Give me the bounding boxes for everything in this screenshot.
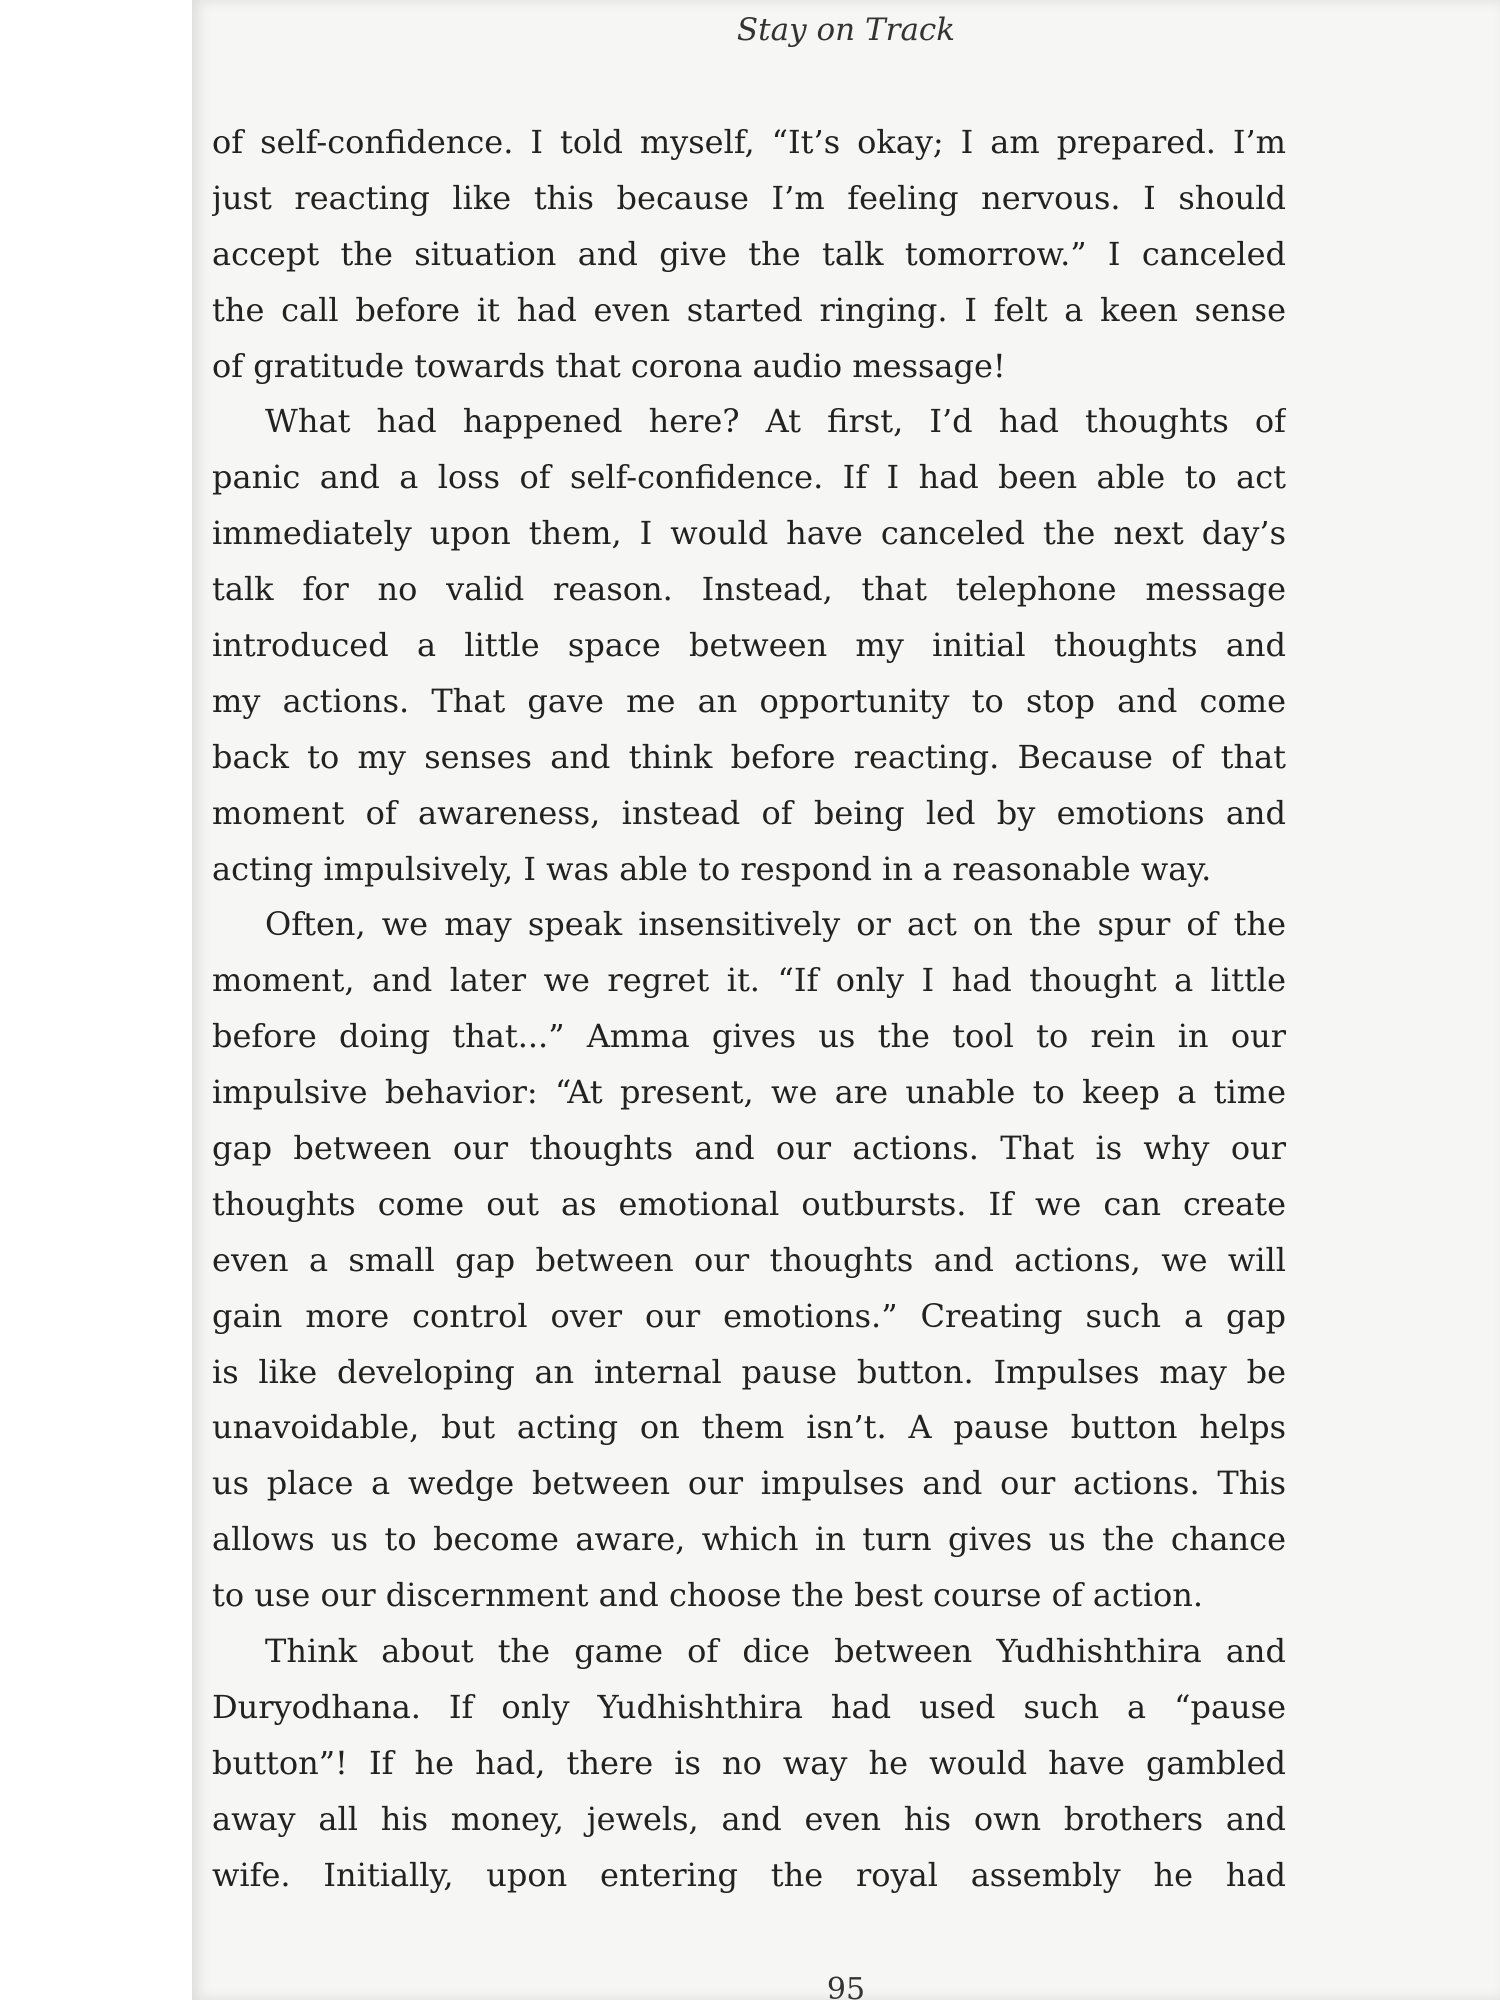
- text-line: gap between our thoughts and our actions. That is why our: [212, 1129, 1286, 1168]
- text-line: accept the situation and give the talk tomorrow.” I canceled: [212, 234, 1286, 273]
- text-line: the call before it had even started ringing. I felt a keen sense: [212, 290, 1286, 329]
- text-line: thoughts come out as emotional outbursts. If we can create: [212, 1184, 1286, 1223]
- text-line: panic and a loss of self-confidence. If I had been able to act: [212, 458, 1286, 497]
- text-line: of self-confidence. I told myself, “It’s okay; I am prepared. I’m: [212, 123, 1286, 161]
- text-line: Duryodhana. If only Yudhishthira had used such a “pause: [212, 1687, 1286, 1726]
- text-line: is like developing an internal pause button. Impulses may be: [212, 1352, 1286, 1391]
- text-line: What had happened here? At first, I’d had thoughts of: [265, 402, 1286, 441]
- text-line: Often, we may speak insensitively or act on the spur of the: [265, 905, 1286, 944]
- text-line: allows us to become aware, which in turn gives us the chance: [212, 1520, 1286, 1559]
- text-line: wife. Initially, upon entering the royal assembly he had: [212, 1855, 1286, 1894]
- text-line: away all his money, jewels, and even his own brothers and: [212, 1799, 1286, 1838]
- text-line: before doing that...” Amma gives us the tool to rein in our: [212, 1017, 1286, 1056]
- text-line: gain more control over our emotions.” Creating such a gap: [212, 1296, 1286, 1335]
- text-line: introduced a little space between my initial thoughts and: [212, 626, 1286, 665]
- page-number: 95: [826, 1972, 866, 2007]
- body-text: [212, 115, 1286, 1904]
- text-line: us place a wedge between our impulses and our actions. This: [212, 1464, 1286, 1503]
- text-line: unavoidable, but acting on them isn’t. A pause button helps: [212, 1408, 1286, 1447]
- text-line: acting impulsively, I was able to respond in a reasonable way.: [212, 849, 1212, 888]
- text-line: my actions. That gave me an opportunity to stop and come: [212, 681, 1286, 720]
- text-line: immediately upon them, I would have canceled the next day’s: [212, 514, 1286, 553]
- running-head: Stay on Track: [736, 12, 956, 48]
- text-line: button”! If he had, there is no way he would have gambled: [212, 1743, 1286, 1782]
- text-line: moment of awareness, instead of being led by emotions and: [212, 793, 1286, 832]
- text-line: talk for no valid reason. Instead, that telephone message: [212, 570, 1286, 609]
- text-line: moment, and later we regret it. “If only I had thought a little: [212, 961, 1286, 1000]
- text-line: back to my senses and think before reacting. Because of that: [212, 737, 1286, 776]
- text-line: of gratitude towards that corona audio message!: [212, 346, 1006, 385]
- text-line: Think about the game of dice between Yudhishthira and: [265, 1632, 1286, 1671]
- text-line: even a small gap between our thoughts and actions, we will: [212, 1240, 1286, 1279]
- text-line: just reacting like this because I’m feeling nervous. I should: [212, 178, 1286, 217]
- book-page: [192, 0, 1500, 2007]
- text-line: impulsive behavior: “At present, we are unable to keep a time: [212, 1073, 1286, 1112]
- text-line: to use our discernment and choose the best course of action.: [212, 1576, 1204, 1615]
